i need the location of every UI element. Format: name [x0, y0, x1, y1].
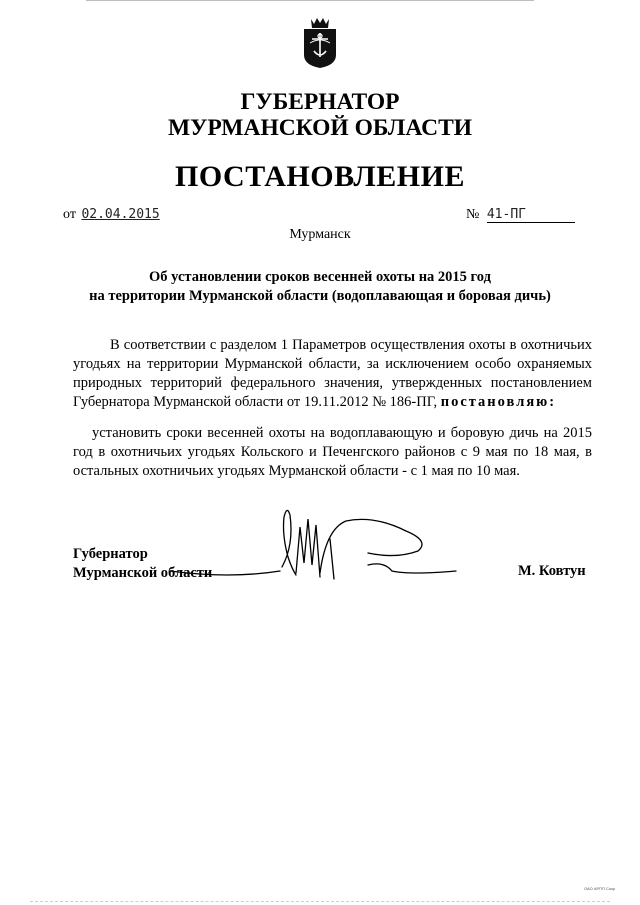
- body-paragraph-1: [73, 336, 592, 412]
- coat-of-arms-icon: [302, 15, 338, 69]
- date-prefix: от: [63, 207, 76, 222]
- city: Мурманск: [289, 227, 351, 242]
- document-date: [63, 207, 160, 223]
- paragraph-1-text: В соответствии с разделом 1 Параметров осуществления охоты в охотничьих угодьях на территории Мурманской области, за исключением особо охраняемых природных территорий федерального значения, утвержденных постановлением Губернатора Мурманской области от 19.11.2012 № 186-ПГ,: [73, 337, 592, 410]
- document-title-line2: на территории Мурманской области (водоплавающая и боровая дичь): [89, 288, 551, 304]
- org-title-line2: МУРМАНСКОЙ ОБЛАСТИ: [167, 115, 473, 141]
- document-title-line1: Об установлении сроков весенней охоты на 2015 год: [149, 269, 491, 285]
- top-scan-line: [86, 0, 534, 1]
- document-type-title: ПОСТАНОВЛЕНИЕ: [175, 160, 465, 193]
- number-prefix: №: [466, 207, 480, 222]
- handwritten-signature: [170, 505, 460, 585]
- decree-word: постановляю:: [440, 394, 557, 410]
- signatory-position-line2: Мурманской области: [73, 565, 213, 581]
- date-value: 02.04.2015: [81, 207, 160, 222]
- body-paragraph-2: установить сроки весенней охоты на водоплавающую и боровую дичь на 2015 год в охотничьих угодьях Кольского и Печенгского районов с 9 мая по 18 мая, в остальных охотничьих угодьях Мурманской области - с 1 мая по 10 мая.: [73, 425, 592, 479]
- print-stamp: ОАО АРПП Сокр: [584, 886, 616, 891]
- document-number: [466, 207, 575, 223]
- number-value: 41-ПГ: [487, 207, 575, 223]
- signatory-name: М. Ковтун: [518, 563, 586, 579]
- org-title-line1: ГУБЕРНАТОР: [240, 89, 400, 115]
- signatory-position-line1: Губернатор: [73, 546, 148, 562]
- bottom-scan-line: [30, 901, 610, 903]
